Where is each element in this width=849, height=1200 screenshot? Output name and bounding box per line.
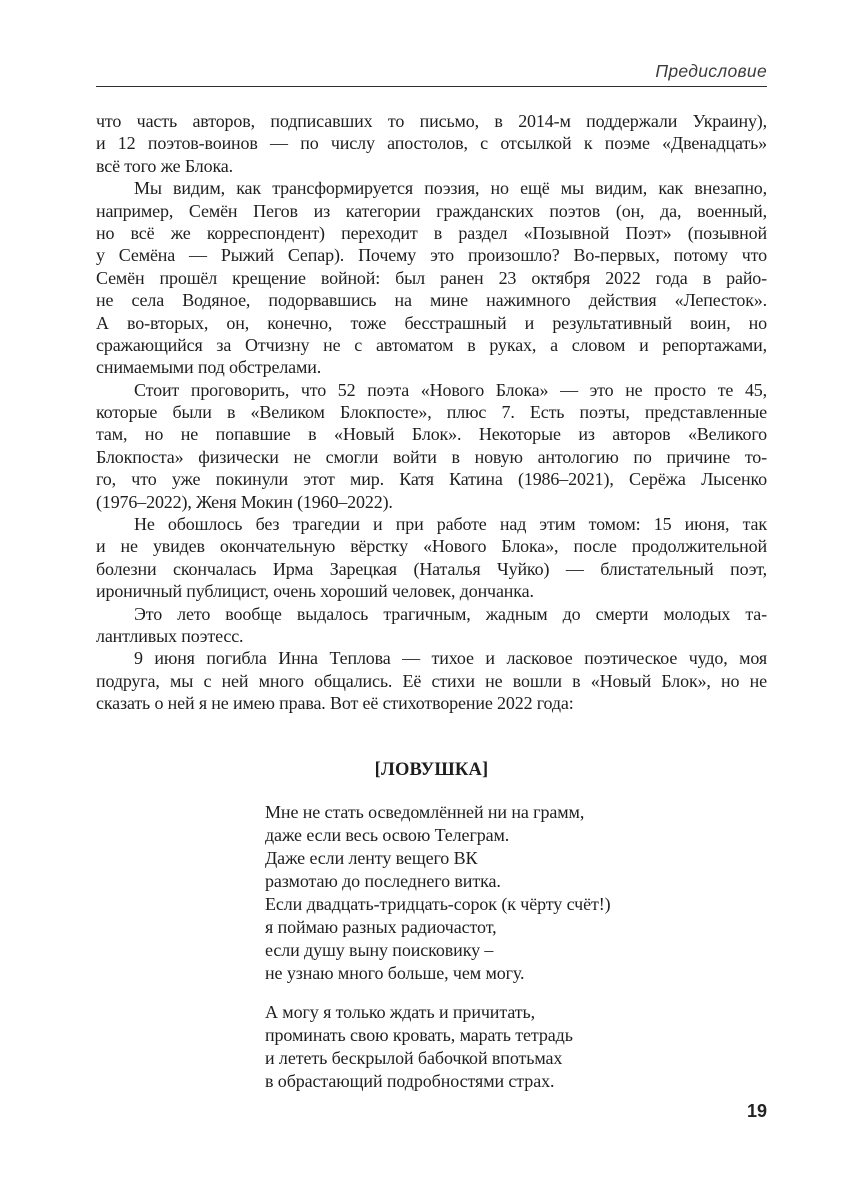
paragraph-line: Семён прошёл крещение войной: был ранен 23 октября 2022 года в райо- bbox=[96, 267, 767, 288]
paragraph-line: 9 июня погибла Инна Теплова — тихое и ласковое поэтическое чудо, моя bbox=[134, 648, 767, 669]
poem-line: в обрастающий подробностями страх. bbox=[265, 1070, 555, 1091]
poem-line: и лететь бескрылой бабочкой впотьмах bbox=[265, 1047, 563, 1068]
paragraph-line: которые были в «Великом Блокпосте», плюс 7. Есть поэты, представленные bbox=[96, 402, 767, 423]
poem-stanza bbox=[265, 1001, 767, 1093]
paragraph-line: и не увидев окончательную вёрстку «Нового Блока», после продолжительной bbox=[96, 536, 767, 557]
paragraph-line: (1976–2022), Женя Мокин (1960–2022). bbox=[96, 491, 393, 512]
paragraph-line: Стоит проговорить, что 52 поэта «Нового Блока» — это не просто те 45, bbox=[134, 379, 767, 400]
page-number: 19 bbox=[746, 1101, 767, 1121]
poem-line: я поймаю разных радиочастот, bbox=[265, 916, 497, 937]
poem-line: Если двадцать-тридцать-сорок (к чёрту счёт!) bbox=[265, 893, 611, 914]
poem-line: А могу я только ждать и причитать, bbox=[265, 1001, 536, 1022]
poem-line: не узнаю много больше, чем могу. bbox=[265, 962, 525, 983]
paragraph-line: А во-вторых, он, конечно, тоже бесстрашный и результативный воин, но bbox=[96, 312, 767, 333]
paragraph-line: снимаемыми под обстрелами. bbox=[96, 357, 322, 378]
poem-line: Даже если ленту вещего ВК bbox=[265, 847, 478, 868]
paragraph-line: у Семёна — Рыжий Сепар). Почему это произошло? Во-первых, потому что bbox=[96, 245, 767, 266]
paragraph-line: но всё же корреспондент) переходит в раздел «Позывной Поэт» (позывной bbox=[96, 222, 767, 243]
paragraph-line: подруга, мы с ней много общались. Её стихи не вошли в «Новый Блок», но не bbox=[96, 670, 767, 691]
paragraph bbox=[96, 379, 767, 513]
poem-line: Мне не стать осведомлённей ни на грамм, bbox=[265, 801, 585, 822]
paragraph-line: лантливых поэтесс. bbox=[96, 625, 244, 646]
poem-line: если душу выну поисковику – bbox=[265, 939, 494, 960]
paragraph-line: всё того же Блока. bbox=[96, 155, 233, 176]
paragraph-line: там, но не попавшие в «Новый Блок». Некоторые из авторов «Великого bbox=[96, 424, 767, 445]
body-text bbox=[96, 110, 767, 715]
paragraph-line: Не обошлось без трагедии и при работе над этим томом: 15 июня, так bbox=[134, 514, 767, 535]
paragraph bbox=[96, 603, 767, 648]
header-rule bbox=[96, 86, 767, 87]
paragraph bbox=[96, 513, 767, 603]
paragraph-line: и 12 поэтов-воинов — по числу апостолов, с отсылкой к поэме «Двенадцать» bbox=[96, 133, 767, 154]
paragraph-line: сказать о ней я не имею права. Вот её стихотворение 2022 года: bbox=[96, 693, 574, 714]
paragraph-line: ироничный публицист, очень хороший человек, дончанка. bbox=[96, 581, 534, 602]
paragraph bbox=[96, 177, 767, 379]
paragraph-line: Блокпоста» физически не смогли войти в новую антологию по причине то- bbox=[96, 446, 767, 467]
poem bbox=[265, 801, 767, 1093]
poem-stanza bbox=[265, 801, 767, 985]
paragraph bbox=[96, 647, 767, 714]
paragraph-line: что часть авторов, подписавших то письмо, в 2014-м поддержали Украину), bbox=[96, 111, 767, 131]
paragraph-line: болезни скончалась Ирма Зарецкая (Наталья Чуйко) — блистательный поэт, bbox=[96, 558, 767, 579]
poem-line: даже если весь освою Телеграм. bbox=[265, 824, 510, 845]
poem-line: проминать свою кровать, марать тетрадь bbox=[265, 1024, 573, 1045]
paragraph-line: го, что уже покинули этот мир. Катя Катина (1986–2021), Серёжа Лысенко bbox=[96, 469, 767, 490]
paragraph-line: Это лето вообще выдалось трагичным, жадным до смерти молодых та- bbox=[134, 603, 767, 624]
text-block bbox=[96, 0, 767, 1093]
paragraph-line: сражающийся за Отчизну не с автоматом в руках, а словом и репортажами, bbox=[96, 334, 767, 355]
running-header: Предисловие bbox=[655, 61, 767, 81]
paragraph-line: не села Водяное, подорвавшись на мине нажимного действия «Лепесток». bbox=[96, 290, 767, 311]
poem-title: [ЛОВУШКА] bbox=[374, 759, 489, 780]
paragraph-line: например, Семён Пегов из категории гражданских поэтов (он, да, военный, bbox=[96, 200, 767, 221]
paragraph bbox=[96, 110, 767, 177]
poem-line: размотаю до последнего витка. bbox=[265, 870, 501, 891]
paragraph-line: Мы видим, как трансформируется поэзия, но ещё мы видим, как внезапно, bbox=[134, 178, 767, 199]
